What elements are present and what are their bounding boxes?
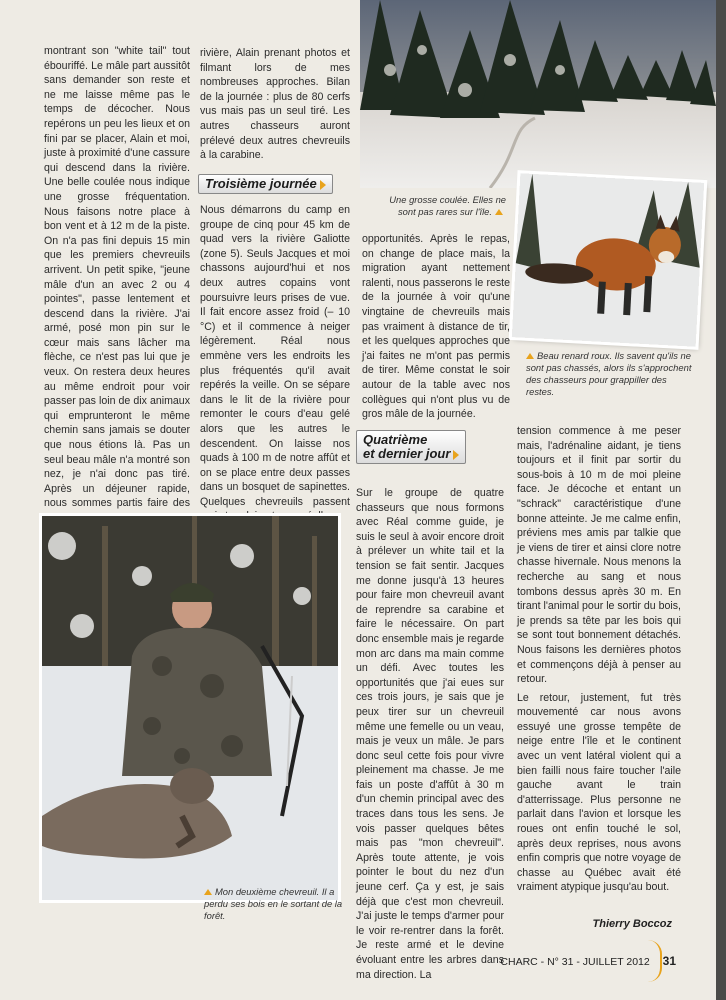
red-fox-image [512,173,704,346]
article-text: montrant son "white tail" tout ébouriffé. Le mâle part aussitôt sans demander son reste et ne me laisse même pas le temps de décocher. Nous repérons un peu les lieux et on fini par se placer, Alain et moi, juste à proximité d'une cassure qui descend dans la rivière. Une belle coulée nous indique une grosse fréquentation. Nous faisons notre place à bon vent et à 12 m de la piste. On n'a pas fini depuis 15 min que les premiers chevreuils arrivent. Un petit spike, "jeune mâle d'un an avec 2 ou 4 pointes", passe lentement et descend dans la rivière. J'ai armé, posé mon pin sur le cœur mais sans lâcher ma flèche, ce n'est pas lui que je veux. On restera deux heures au même endroit pour voir passer pas loin de dix animaux qui emprunteront le même chemin sans jamais se douter que nous étions là. Pas un seul beau mâle n'a montré son nez, je n'ai donc pas tiré. Après un déjeuner rapide, nous sommes partis faire des [44,45,190,510]
article-text: Sur le groupe de quatre chasseurs que nous formons avec Réal comme guide, je suis le seul à avoir encore droit à prélever un white tail et la tension se fait sentir. Jacques me donne jusqu'à 13 heures pour faire mon chevreuil avant de reprendre sa carabine et faire le nécessaire. On part donc ensemble mais je regarde mon arc dans ma main comme un défi. Avec toutes les opportunités que j'ai eues sur ces trois jours, je sais que je peux tirer sur un chevreuil même une femelle ou un veau, mais je veux un mâle. Je pars donc seul cette fois pour vivre pleinement ma chasse. Je me fais un poste d'affût à 30 m d'un chemin principal avec des traces dans tous les sens. Je vois passer quelques bêtes mais pas "mon chevreuil". Après toute attente, je vois pointer le bout du nez d'un jeune cerf. Ça y est, je sais déjà que c'est mon chevreuil. J'ai juste le temps d'armer pour le voir re-rentrer dans la forêt. Je reste armé et le devine évoluant entre les arbres dans ma direction. La [356,487,504,981]
triangle-arrow-icon [453,450,459,460]
page-footer [500,954,676,968]
caption-text: Une grosse coulée. Elles ne sont pas rares sur l'île. [389,194,506,217]
article-text: opportunités. Après le repas, on change de place mais, la migration ayant nettement ralenti, nous passerons le reste de la journée à voir qu'une vingtaine de chevreuils mais pas vraiment à distance de tir, et les quelques approches que j'ai faites ne m'ont pas permis de tirer. Même constat le soir autour de la table avec nos collègues qui n'ont plus vu de gros mâle de la journée. [362,233,510,421]
photo-red-fox [512,173,704,346]
section-heading-fourth-day [356,430,466,464]
section-heading-third-day [198,174,333,194]
photo-snowy-forest [360,0,716,188]
triangle-arrow-icon [320,180,326,190]
heading-text: Troisième journée [205,176,317,191]
heading-text-line-1: Quatrième [363,432,428,447]
author-signature: Thierry Boccoz [592,918,672,930]
article-column-1 [44,44,190,530]
article-column-5 [517,424,681,899]
page-binding-edge [716,0,726,1000]
article-column-2-top [200,46,350,167]
footer-publication: CHARC - N° 31 - JUILLET 2012 [500,956,650,968]
heading-text-line-2: et dernier jour [363,447,459,461]
footer-decoration [648,940,662,982]
hunter-with-deer-image [42,516,338,900]
triangle-up-icon [495,209,503,215]
article-text: Le retour, justement, fut très mouvementé car nous avons essuyé une grosse tempête de neige entre l'île et le continent avec un vent latéral violent qui a bien failli nous faire toucher l'aile gauche avant le train d'atterrissage. Plus personne ne parlait dans l'avion et lorsque les roues ont enfin touché le sol, après deux reprises, nous avons enfin compris que notre voyage de chasse au Québec avait été vraiment atypique jusqu'au bout. [517,691,681,894]
caption-renard [526,350,696,398]
triangle-up-icon [204,889,212,895]
snowy-forest-image [360,0,716,188]
article-column-3 [362,232,510,426]
caption-text: Mon deuxième chevreuil. Il a perdu ses bois en le sortant de la forêt. [204,886,343,921]
article-column-4 [356,486,504,986]
caption-chevreuil [204,886,344,922]
caption-coulee [388,194,506,218]
triangle-up-icon [526,353,534,359]
caption-text: Beau renard roux. Ils savent qu'ils ne sont pas chassés, alors ils s'approchent des chasseurs pour grappiller des restes. [526,350,692,397]
article-column-2-bottom [200,203,350,528]
page-number: 31 [662,954,676,968]
photo-hunter-deer [42,516,338,900]
article-text: Nous démarrons du camp en groupe de cinq pour 45 km de quad vers la rivière Galiotte (zone 5). Seuls Jacques et moi chassons aujourd'hui et nos deux autres copains vont poursuivre leurs prises de vue. Il fait encore assez froid (– 10 °C) et il commence à neiger légèrement. Réal nous emmène vers les endroits les plus fréquentés qu'il avait repérés la veille. On se sépare dans le lit de la rivière pour remonter le cours d'eau gelé alors que les autres le descendent. On laisse nos quads à 100 m de notre affût et on se place entre deux passes dans un bosquet de sapinettes. Quelques chevreuils passent [200,204,350,508]
article-text: rivière, Alain prenant photos et filmant lors de mes nombreuses approches. Bilan de la journée : plus de 80 cerfs vus mais pas un seul tiré. Les autres chasseurs auront prélevé deux autres chevreuils à la carabine. [200,47,350,162]
article-text: tension commence à me peser mais, l'adrénaline aidant, je tiens toujours et il finit par sortir du sous-bois à 10 m de moi pleine face. Je décoche et entant un "schrack" caractéristique d'une bonne atteinte. Je me calme enfin, préviens mes amis par talkie que je viens de tirer et ainsi clore notre chasse hivernale. Nous menons la recherche au sang et nous tombons dessus après 30 m. En tirant l'animal pour le sortir du bois, je prends sa tête par les bois qui se sont tout bonnement détachés. Nous faisons les dernières photos et commençons déjà à penser au retour. [517,425,681,686]
